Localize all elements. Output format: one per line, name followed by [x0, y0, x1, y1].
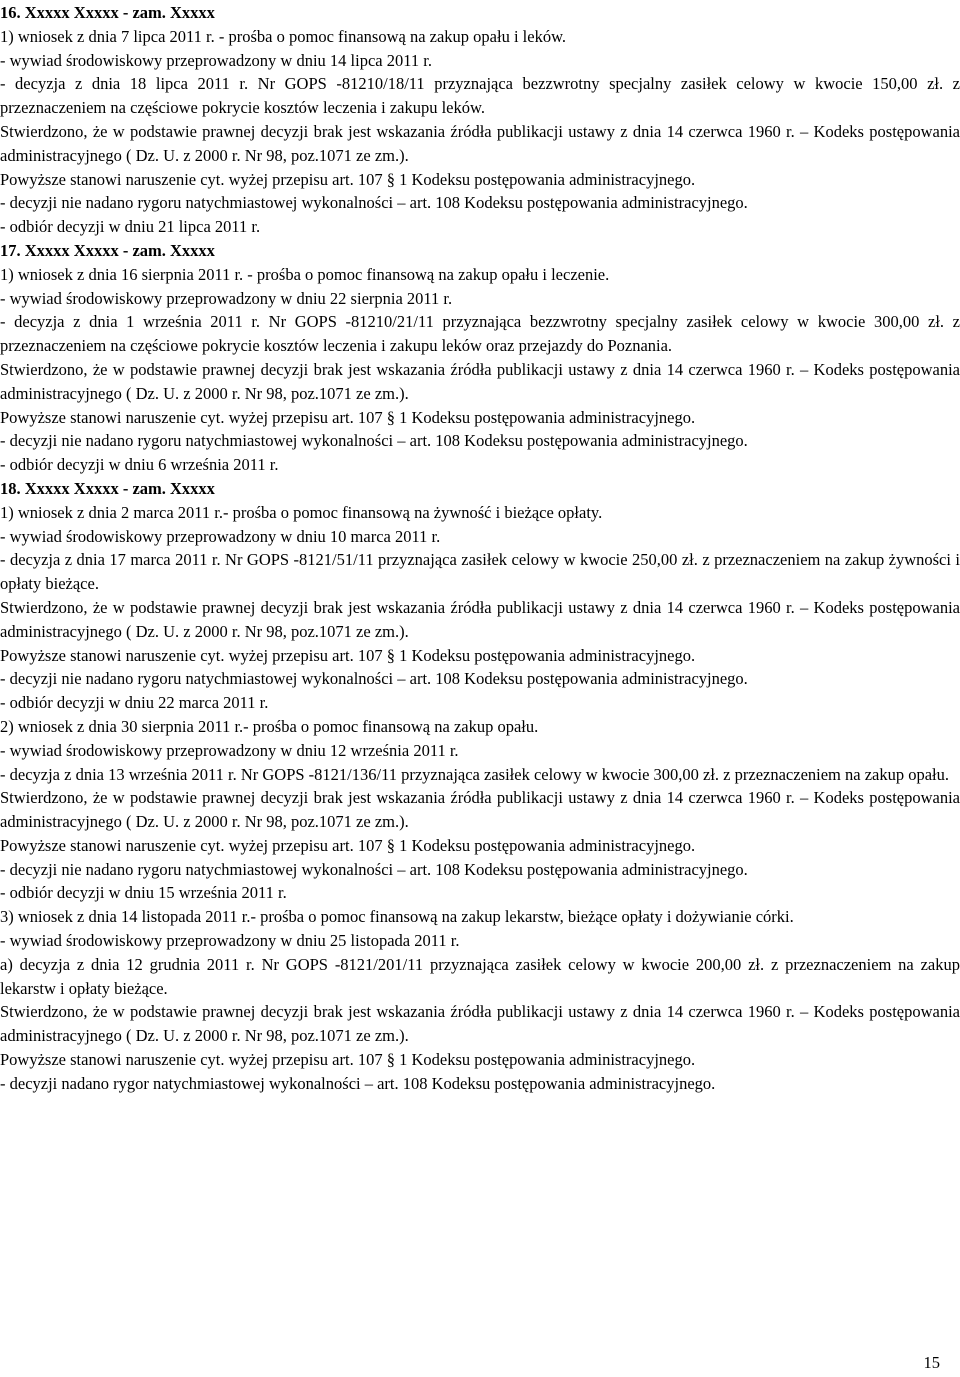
paragraph: - decyzja z dnia 13 września 2011 r. Nr GOPS -8121/136/11 przyznająca zasiłek celowy w kwocie 300,00 zł. z przeznaczeniem na zakup opału. [0, 764, 950, 784]
paragraph: - decyzja z dnia 1 września 2011 r. Nr GOPS -81210/21/11 przyznająca bezzwrotny specjalny zasiłek celowy w kwocie 300,00 zł. z przeznaczeniem na częściowe pokrycie kosztów leczenia i zakupu leków oraz przejazdy do Poznania. [0, 312, 960, 356]
paragraph: 1) wniosek z dnia 16 sierpnia 2011 r. - prośba o pomoc finansową na zakup opału i leczenie. [0, 264, 610, 284]
paragraph: - odbiór decyzji w dniu 21 lipca 2011 r. [0, 217, 261, 237]
paragraph: Stwierdzono, że w podstawie prawnej decyzji brak jest wskazania źródła publikacji ustawy z dnia 14 czerwca 1960 r. – Kodeks postępowania administracyjnego ( Dz. U. z 2000 r. Nr 98, poz.1071 ze zm.). [0, 121, 960, 165]
paragraph: a) decyzja z dnia 12 grudnia 2011 r. Nr GOPS -8121/201/11 przyznająca zasiłek celowy w kwocie 200,00 zł. z przeznaczeniem na zakup lekarstw i opłaty bieżące. [0, 954, 960, 998]
paragraph: - decyzja z dnia 17 marca 2011 r. Nr GOPS -8121/51/11 przyznająca zasiłek celowy w kwocie 250,00 zł. z przeznaczeniem na zakup żywności i opłaty bieżące. [0, 550, 960, 594]
paragraph: 1) wniosek z dnia 7 lipca 2011 r. - prośba o pomoc finansową na zakup opału i leków. [0, 26, 567, 46]
paragraph: - decyzji nie nadano rygoru natychmiastowej wykonalności – art. 108 Kodeksu postępowania administracyjnego. [0, 431, 748, 451]
paragraph: Powyższe stanowi naruszenie cyt. wyżej przepisu art. 107 § 1 Kodeksu postępowania administracyjnego. [0, 1050, 696, 1070]
paragraph: - decyzji nie nadano rygoru natychmiastowej wykonalności – art. 108 Kodeksu postępowania administracyjnego. [0, 859, 748, 879]
paragraph: - decyzja z dnia 18 lipca 2011 r. Nr GOPS -81210/18/11 przyznająca bezzwrotny specjalny zasiłek celowy w kwocie 150,00 zł. z przeznaczeniem na częściowe pokrycie kosztów leczenia i zakupu leków. [0, 74, 960, 118]
paragraph: - decyzji nie nadano rygoru natychmiastowej wykonalności – art. 108 Kodeksu postępowania administracyjnego. [0, 193, 748, 213]
paragraph: Powyższe stanowi naruszenie cyt. wyżej przepisu art. 107 § 1 Kodeksu postępowania administracyjnego. [0, 835, 696, 855]
page-number: 15 [923, 1353, 940, 1372]
paragraph: Powyższe stanowi naruszenie cyt. wyżej przepisu art. 107 § 1 Kodeksu postępowania administracyjnego. [0, 169, 696, 189]
section-heading: 18. Xxxxx Xxxxx - zam. Xxxxx [0, 478, 215, 498]
document-body [0, 1, 960, 1096]
paragraph: - decyzji nie nadano rygoru natychmiastowej wykonalności – art. 108 Kodeksu postępowania administracyjnego. [0, 669, 748, 689]
paragraph: - odbiór decyzji w dniu 6 września 2011 r. [0, 455, 279, 475]
paragraph: 1) wniosek z dnia 2 marca 2011 r.- prośba o pomoc finansową na żywność i bieżące opłaty. [0, 502, 603, 522]
paragraph: Powyższe stanowi naruszenie cyt. wyżej przepisu art. 107 § 1 Kodeksu postępowania administracyjnego. [0, 407, 696, 427]
paragraph: - wywiad środowiskowy przeprowadzony w dniu 22 sierpnia 2011 r. [0, 288, 453, 308]
paragraph: Stwierdzono, że w podstawie prawnej decyzji brak jest wskazania źródła publikacji ustawy z dnia 14 czerwca 1960 r. – Kodeks postępowania administracyjnego ( Dz. U. z 2000 r. Nr 98, poz.1071 ze zm.). [0, 788, 960, 832]
paragraph: - decyzji nadano rygor natychmiastowej wykonalności – art. 108 Kodeksu postępowania administracyjnego. [0, 1073, 716, 1093]
section-heading: 16. Xxxxx Xxxxx - zam. Xxxxx [0, 3, 215, 22]
paragraph: - wywiad środowiskowy przeprowadzony w dniu 10 marca 2011 r. [0, 526, 441, 546]
paragraph: Powyższe stanowi naruszenie cyt. wyżej przepisu art. 107 § 1 Kodeksu postępowania administracyjnego. [0, 645, 696, 665]
paragraph: - wywiad środowiskowy przeprowadzony w dniu 14 lipca 2011 r. [0, 50, 432, 70]
paragraph: - wywiad środowiskowy przeprowadzony w dniu 12 września 2011 r. [0, 740, 459, 760]
paragraph: Stwierdzono, że w podstawie prawnej decyzji brak jest wskazania źródła publikacji ustawy z dnia 14 czerwca 1960 r. – Kodeks postępowania administracyjnego ( Dz. U. z 2000 r. Nr 98, poz.1071 ze zm.). [0, 1002, 960, 1046]
paragraph: Stwierdzono, że w podstawie prawnej decyzji brak jest wskazania źródła publikacji ustawy z dnia 14 czerwca 1960 r. – Kodeks postępowania administracyjnego ( Dz. U. z 2000 r. Nr 98, poz.1071 ze zm.). [0, 597, 960, 641]
paragraph: - odbiór decyzji w dniu 15 września 2011 r. [0, 883, 287, 903]
paragraph: 3) wniosek z dnia 14 listopada 2011 r.- prośba o pomoc finansową na zakup lekarstw, bieżące opłaty i dożywianie córki. [0, 907, 794, 927]
paragraph: Stwierdzono, że w podstawie prawnej decyzji brak jest wskazania źródła publikacji ustawy z dnia 14 czerwca 1960 r. – Kodeks postępowania administracyjnego ( Dz. U. z 2000 r. Nr 98, poz.1071 ze zm.). [0, 359, 960, 403]
paragraph: 2) wniosek z dnia 30 sierpnia 2011 r.- prośba o pomoc finansową na zakup opału. [0, 716, 539, 736]
paragraph: - odbiór decyzji w dniu 22 marca 2011 r. [0, 693, 269, 713]
section-heading: 17. Xxxxx Xxxxx - zam. Xxxxx [0, 240, 215, 260]
paragraph: - wywiad środowiskowy przeprowadzony w dniu 25 listopada 2011 r. [0, 931, 460, 951]
